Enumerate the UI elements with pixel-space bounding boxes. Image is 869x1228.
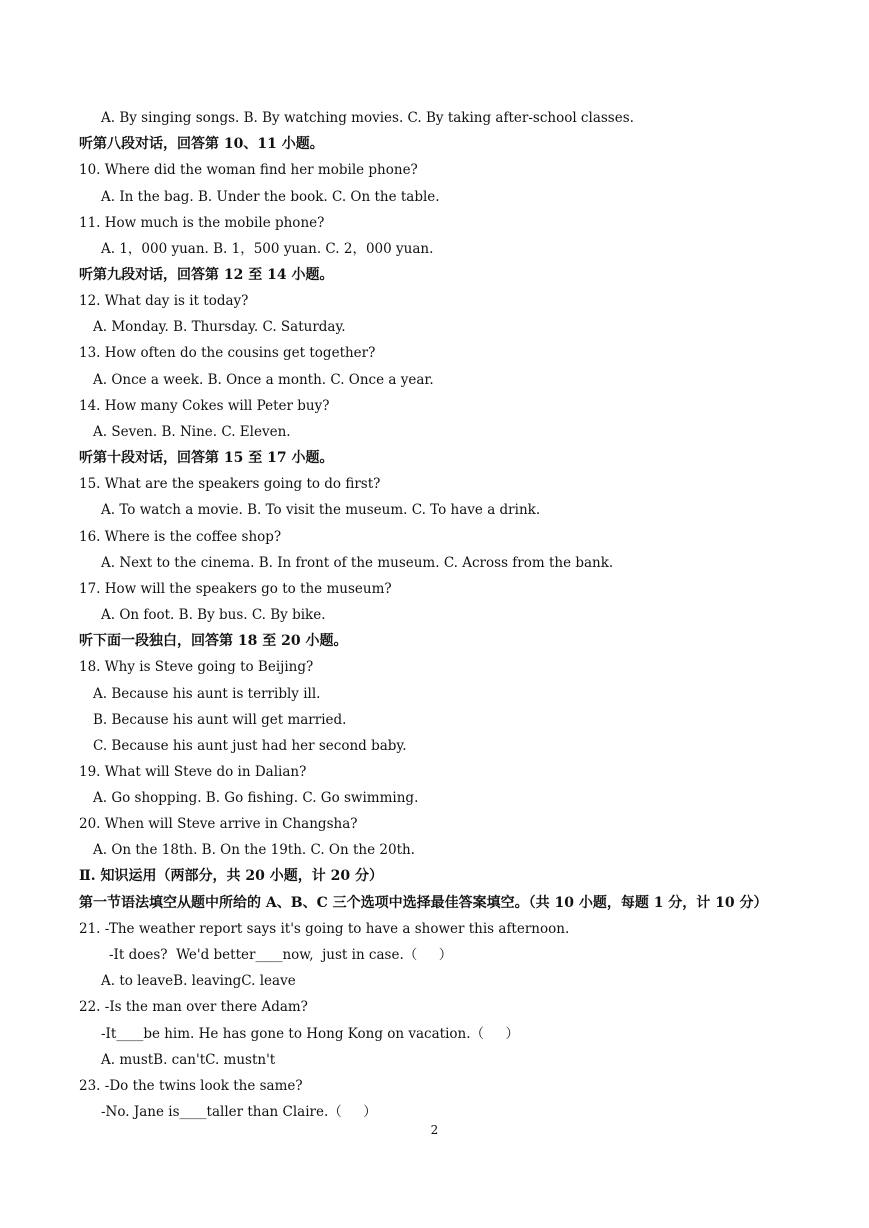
question-19: 19. What will Steve do in Dalian? [79,764,307,780]
question-10-options: A. In the bag. B. Under the book. C. On the table. [101,189,440,205]
question-22-answer-line: -It____be him. He has gone to Hong Kong on vacation.（ ） [101,1026,519,1042]
question-22: 22. -Is the man over there Adam? [79,999,308,1015]
question-18-option-a: A. Because his aunt is terribly ill. [93,686,321,702]
question-20: 20. When will Steve arrive in Changsha? [79,816,358,832]
question-18-option-b: B. Because his aunt will get married. [93,712,347,728]
question-21: 21. -The weather report says it's going to have a shower this afternoon. [79,921,570,937]
section-heading-dialogue-10: 听第十段对话，回答第 15 至 17 小题。 [79,450,334,466]
question-21-options: A. to leaveB. leavingC. leave [101,973,296,989]
page-number: 2 [430,1123,439,1137]
question-15-options: A. To watch a movie. B. To visit the museum. C. To have a drink. [101,502,541,518]
question-11: 11. How much is the mobile phone? [79,215,325,231]
question-18-option-c: C. Because his aunt just had her second baby. [93,738,407,754]
question-12: 12. What day is it today? [79,293,249,309]
question-17-options: A. On foot. B. By bus. C. By bike. [101,607,326,623]
question-20-options: A. On the 18th. B. On the 19th. C. On the 20th. [93,842,415,858]
question-22-options: A. mustB. can'tC. mustn't [101,1052,276,1068]
grammar-section-instructions: 第一节语法填空从题中所给的 A、B、C 三个选项中选择最佳答案填空。（共 10 小题，每题 1 分，计 10 分） [79,895,768,911]
part-two-heading: Ⅱ. 知识运用（两部分，共 20 小题，计 20 分） [79,868,384,884]
question-23-answer-line: -No. Jane is____taller than Claire.（ ） [101,1104,377,1120]
question-16: 16. Where is the coffee shop? [79,529,282,545]
question-19-options: A. Go shopping. B. Go fishing. C. Go swimming. [93,790,419,806]
section-heading-monologue: 听下面一段独白，回答第 18 至 20 小题。 [79,633,348,649]
question-16-options: A. Next to the cinema. B. In front of the museum. C. Across from the bank. [101,555,614,571]
question-14: 14. How many Cokes will Peter buy? [79,398,330,414]
question-13: 13. How often do the cousins get together? [79,345,376,361]
question-21-answer-line: -It does? We'd better____now, just in case.（ ） [109,947,453,963]
question-18: 18. Why is Steve going to Beijing? [79,659,314,675]
question-13-options: A. Once a week. B. Once a month. C. Once a year. [93,372,434,388]
section-heading-dialogue-8: 听第八段对话，回答第 10、11 小题。 [79,136,324,152]
question-17: 17. How will the speakers go to the museum? [79,581,392,597]
question-9-options: A. By singing songs. B. By watching movies. C. By taking after-school classes. [101,110,634,126]
question-15: 15. What are the speakers going to do first? [79,476,381,492]
question-23: 23. -Do the twins look the same? [79,1078,303,1094]
question-14-options: A. Seven. B. Nine. C. Eleven. [93,424,291,440]
section-heading-dialogue-9: 听第九段对话，回答第 12 至 14 小题。 [79,267,334,283]
question-12-options: A. Monday. B. Thursday. C. Saturday. [93,319,346,335]
question-10: 10. Where did the woman find her mobile phone? [79,162,418,178]
question-11-options: A. 1，000 yuan. B. 1，500 yuan. C. 2，000 yuan. [101,241,434,257]
